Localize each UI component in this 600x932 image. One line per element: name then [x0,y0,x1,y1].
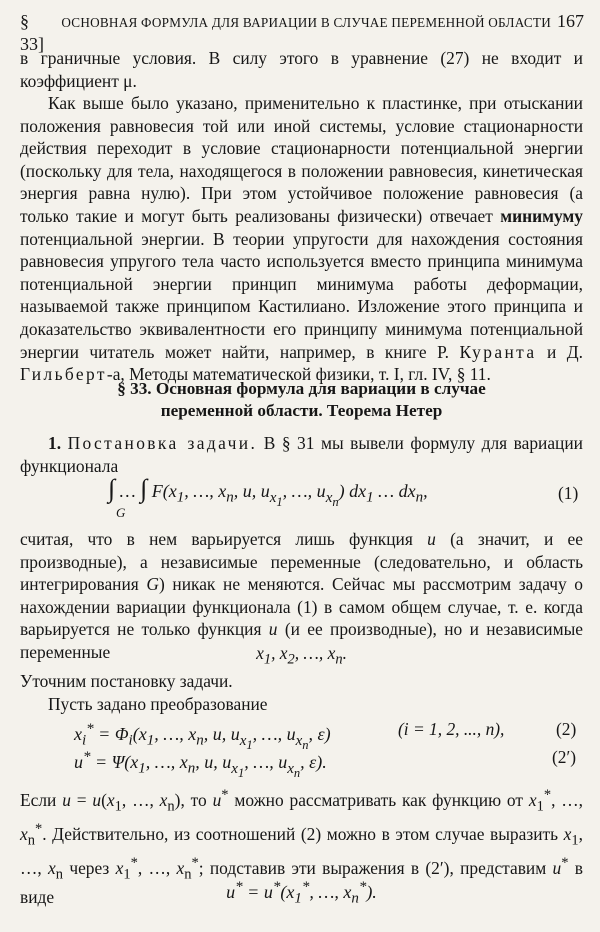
page-number: 167 [557,11,584,31]
paragraph-1 [20,92,583,386]
formula-2prime-number: (2′) [552,747,577,767]
formula-2-number: (2) [556,719,577,739]
header-title: ОСНОВНАЯ ФОРМУЛА ДЛЯ ВАРИАЦИИ В СЛУЧАЕ ПЕРЕМЕННОЙ ОБЛАСТИ [61,15,551,30]
intro-paragraph [20,47,583,92]
p1-part3: -а, Методы математической физики, т. I, гл. IV, § 11. [106,364,491,385]
p1-part1: Как выше было указано, применительно к пластинке, при отыскании положения равновесия той или иной системы, условие стационарности действия переходит в условие стационарности потенциальной энергии (поскольку для тела, находящегося в положении равновесия, кинетическая энергия равна нулю). При этом устойчивое положение равновесия (а только такие и могут быть реализованы физически) отвечает [20,93,583,226]
p1-author2: Гильберт [20,364,107,385]
p1-author1: Куранта [459,341,537,362]
section-heading [20,378,583,422]
subsection-1 [20,432,583,477]
formula-2: $x_i^* = \Phi_i(x_1$, …, $x_n$, u, $u_{x_1}$, …, $u_{x_n}$, ε) [74,721,331,752]
p3-a: Если [20,789,57,810]
formula-1-number: (1) [558,483,579,503]
p3-e: через [69,857,110,878]
p3-c: можно рассматривать как функцию от [234,789,523,810]
formula-final: $u^* = u^*(x_1^*$, …, $x_n^*$). [226,879,377,907]
p1-part2: потенциальной энергии. В теории упругости для нахождения состояния равновесия упругого тела часто используется вместо принципа минимума потенциальной энергии принцип минимума работы деформации, называемой также принципом Кастилиано. Изложение этого принципа и доказательство эквивалентности его принципу минимума потенциальной энергии читатель может найти, например, в книге Р. [20,228,583,362]
paragraph-2-text: считая, что в нем варьируется лишь функция u (а значит, и ее производные), а независимые переменные (следовательно, и область интегрирования G) никак не меняются. Сейчас мы рассмотрим задачу о нахождении вариации функционала (1) в самом общем случае, т. е. когда варьируется не только функция u (и ее производные), но и независимые переменные [20,529,583,662]
p1-and: и Д. [546,341,583,362]
transform-intro: Пусть задано преобразование [48,693,268,714]
p3-d: . Действительно, из соотношений (2) можно в этом случае выразить [42,823,559,844]
p2-d: (и ее производные), но и независимые переменные [20,619,583,662]
refine-text: Уточним постановку задачи. [20,671,233,691]
formula-2prime: $u^* = \Psi(x_1$, …, $x_n$, u, $u_{x_1}$, …, $u_{x_n}$, ε). [74,749,327,780]
section-heading-line-1: § 33. Основная формула для вариации в случае [117,379,486,398]
paragraph-1-text [20,92,583,386]
refine-line [20,670,583,715]
subsection-1-text [20,432,583,477]
formula-1-domain: G [116,505,126,520]
p1-bold: минимуму [500,205,583,226]
paragraph-3-text: Если $u = u(x_1$, …, $x_n$), то u* можно рассматривать как функцию от $x_1^*$, …, $x_n^*$. Действительно, из соотношений (2) можно в этом случае выразить $x_1$, …, $x_n$ через $x_1^*$, …, $x_n^*$; подставив эти выражения в (2′), представим u* в виде [20,787,584,907]
subsection-title: Постановка задачи. [67,433,258,453]
subsection-number: 1. [48,433,62,453]
formula-2-range: (i = 1, 2, ..., n), [398,719,505,739]
formula-variables: $x_1$, $x_2$, …, $x_n$. [256,643,347,668]
p3-f: ; подставив эти выражения в (2′), представим [198,857,547,878]
header-section: § 33] [20,11,44,54]
p2-c: ) никак не меняются. Сейчас мы рассмотрим задачу о нахождении вариации функционала (1) в самом общем случае, т. е. когда варьируется не только функция [20,574,583,640]
p2-b: (а значит, и ее производные), а независимые переменные (следовательно, и область интегрирования [20,529,583,595]
intro-line-2: коэффициент μ. [20,70,137,91]
p3-b: , то [180,789,207,810]
p2-a: считая, что в нем варьируется лишь функция [20,529,413,549]
formula-1: ∫ … ∫ $F(x_1$, …, $x_n$, u, $u_{x_1}$, …, $u_{x_n}$) $dx_1$ … $dx_n$, [108,474,428,509]
p3-g: в виде [20,857,583,907]
subsection-text: В § 31 мы вывели формулу для вариации функционала [20,433,583,476]
intro-line-1: в граничные условия. В силу этого в уравнение (27) не входит и [20,48,583,68]
section-heading-line-2: переменной области. Теорема Нетер [160,401,443,420]
